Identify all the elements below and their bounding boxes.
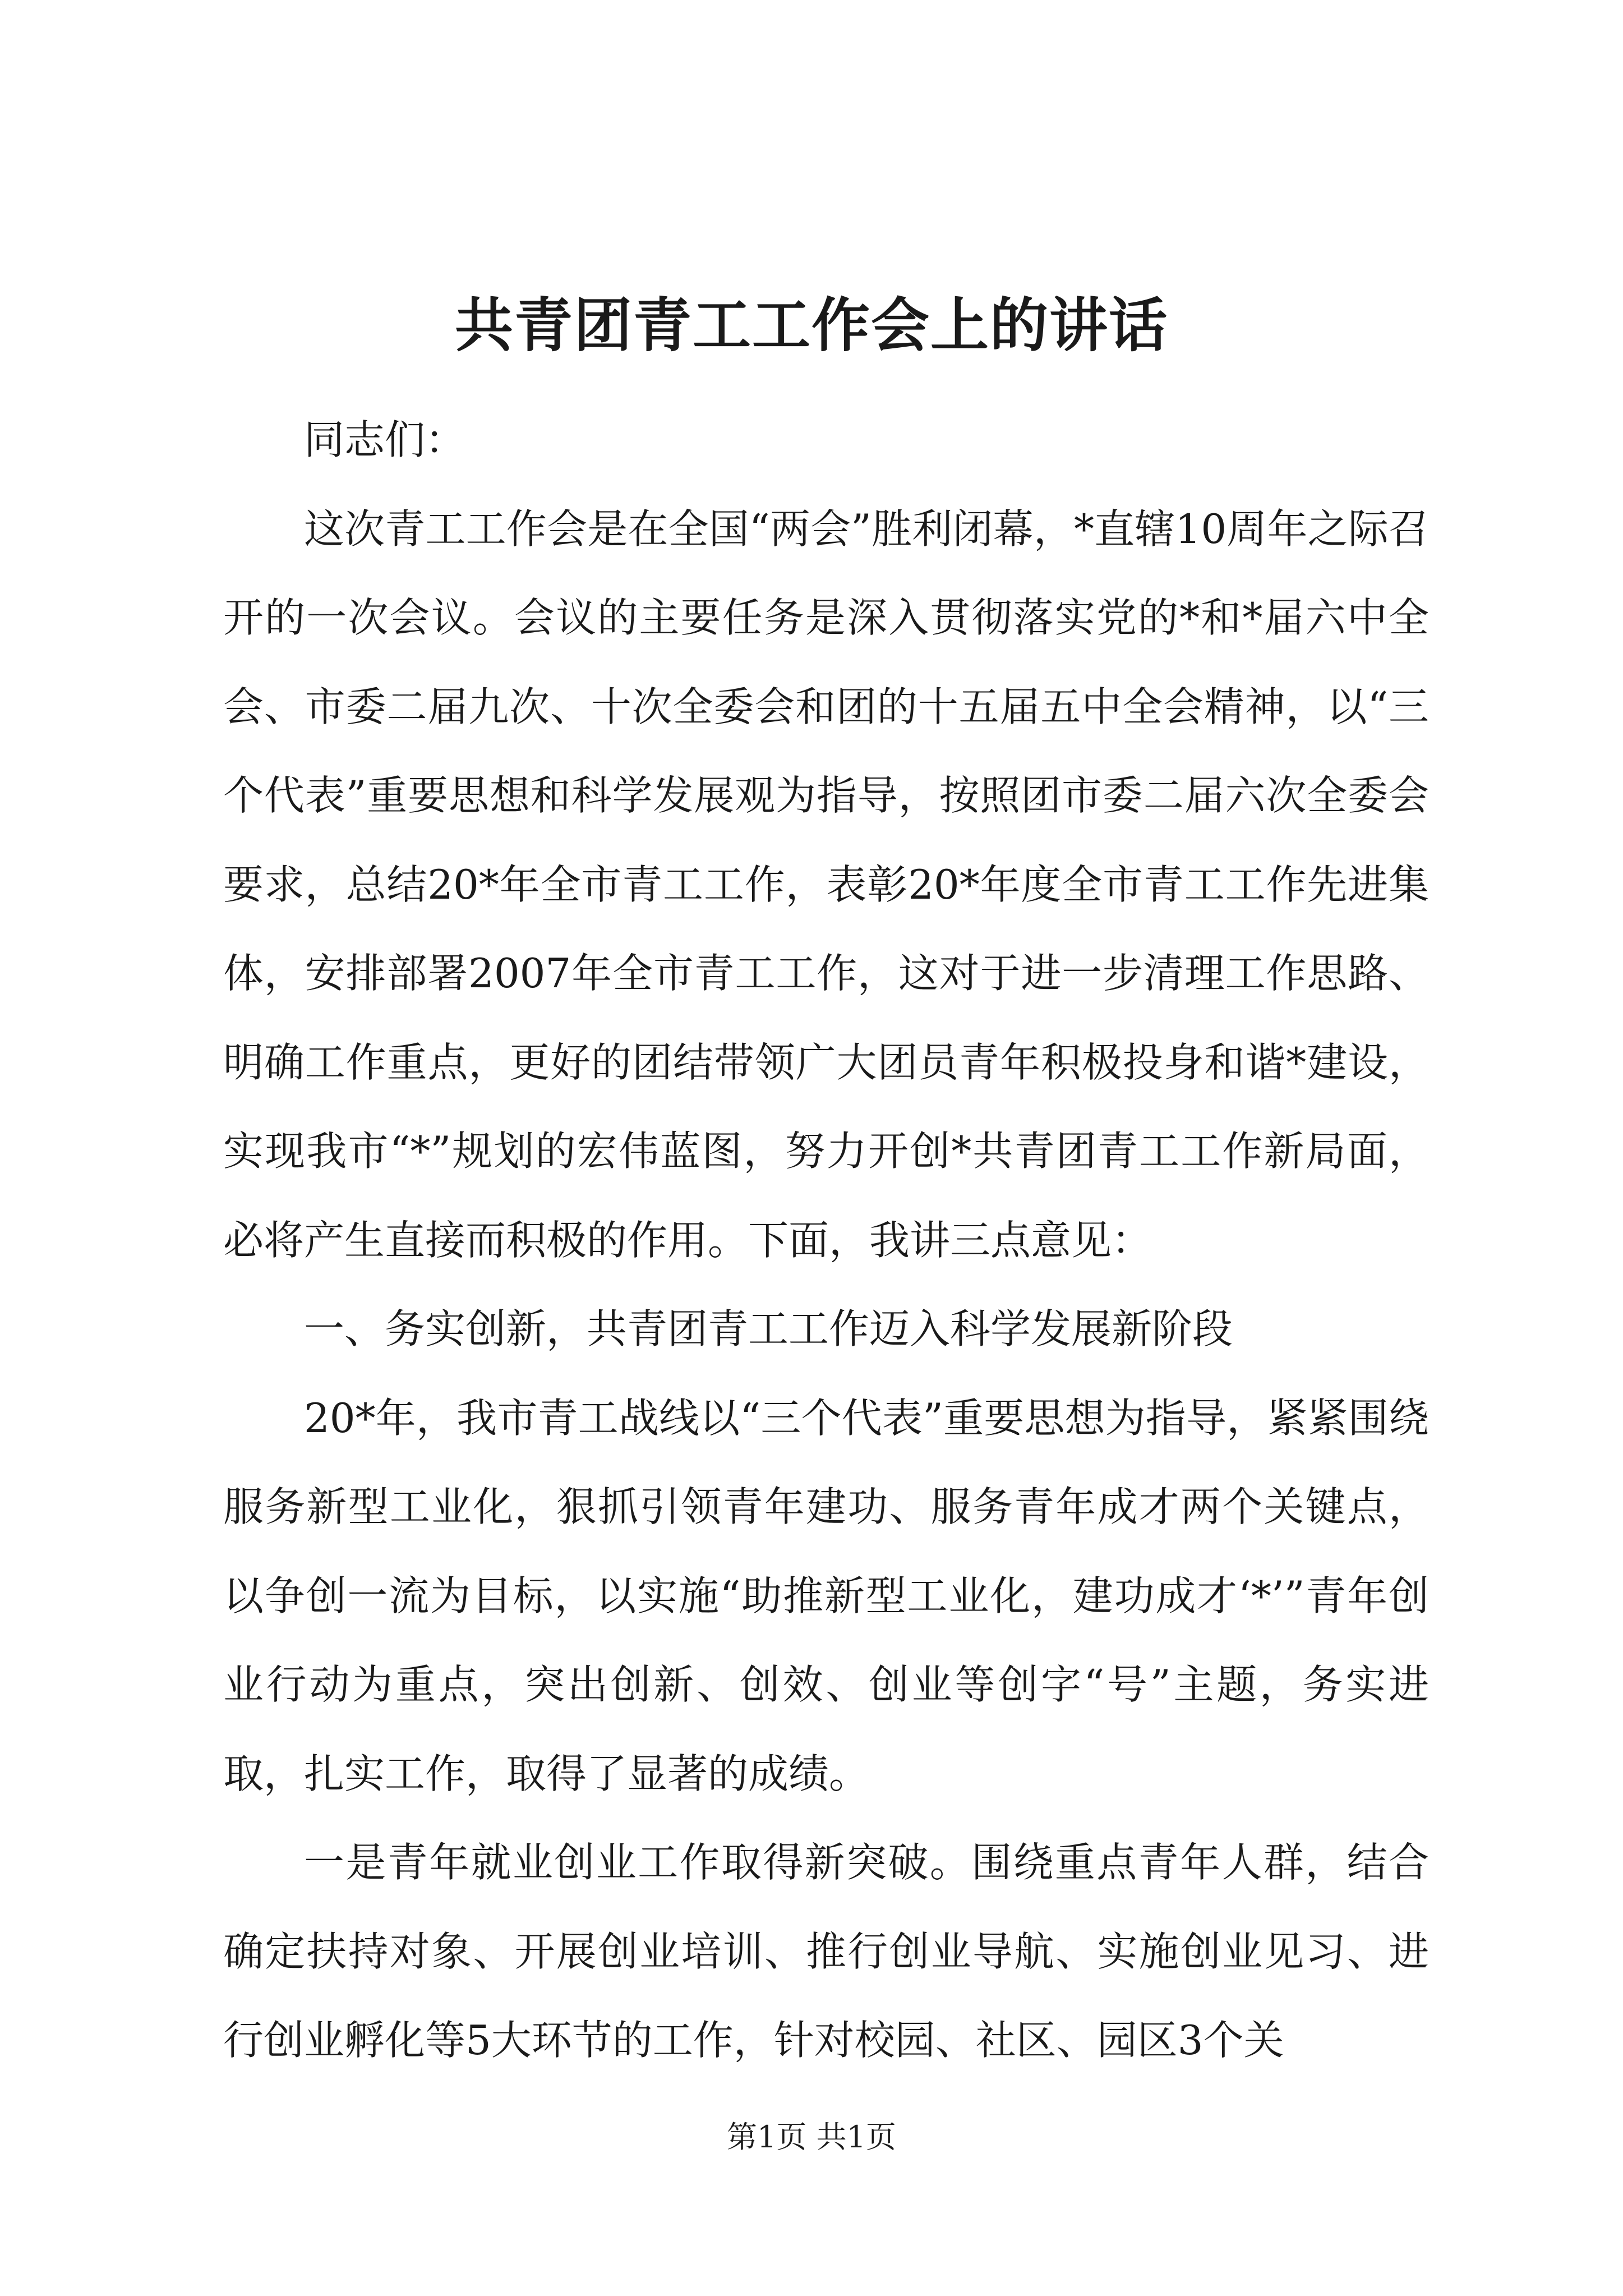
page-footer: 第1页 共1页: [727, 2119, 896, 2155]
salutation-paragraph: 同志们：: [304, 416, 466, 463]
intro-paragraph: 这次青工工作会是在全国“两会”胜利闭幕，*直辖10周年之际召开的一次会议。会议的主要任务是深入贯彻落实党的*和*届六中全会、市委二届九次、十次全委会和团的十五届五中全会精神，以“三个代表”重要思想和科学发展观为指导，按照团市委二届六次全委会要求，总结20*年全市青工工作，表彰20*年度全市青工工作先进集体，安排部署2007年全市青工工作，这对于进一步清理工作思路、明确工作重点，更好的团结带领广大团员青年积极投身和谐*建设，实现我市“*”规划的宏伟蓝图，努力开创*共青团青工工作新局面，必将产生直接而积极的作用。下面，我讲三点意见：: [223, 505, 1429, 1264]
body-paragraph: 20*年，我市青工战线以“三个代表”重要思想为指导，紧紧围绕服务新型工业化，狠抓引领青年建功、服务青年成才两个关键点，以争创一流为目标，以实施“助推新型工业化，建功成才‘*’”青年创业行动为重点，突出创新、创效、创业等创字“号”主题，务实进取，扎实工作，取得了显著的成绩。: [223, 1394, 1429, 1797]
document-body: [223, 395, 1429, 2085]
section-heading-1: 一、务实创新，共青团青工工作迈入科学发展新阶段: [304, 1305, 1233, 1352]
body-paragraph: 一是青年就业创业工作取得新突破。围绕重点青年人群，结合确定扶持对象、开展创业培训、推行创业导航、实施创业见习、进行创业孵化等5大环节的工作，针对校园、社区、园区3个关: [223, 1839, 1429, 2064]
document-title: 共青团青工工作会上的讲话: [454, 291, 1168, 360]
